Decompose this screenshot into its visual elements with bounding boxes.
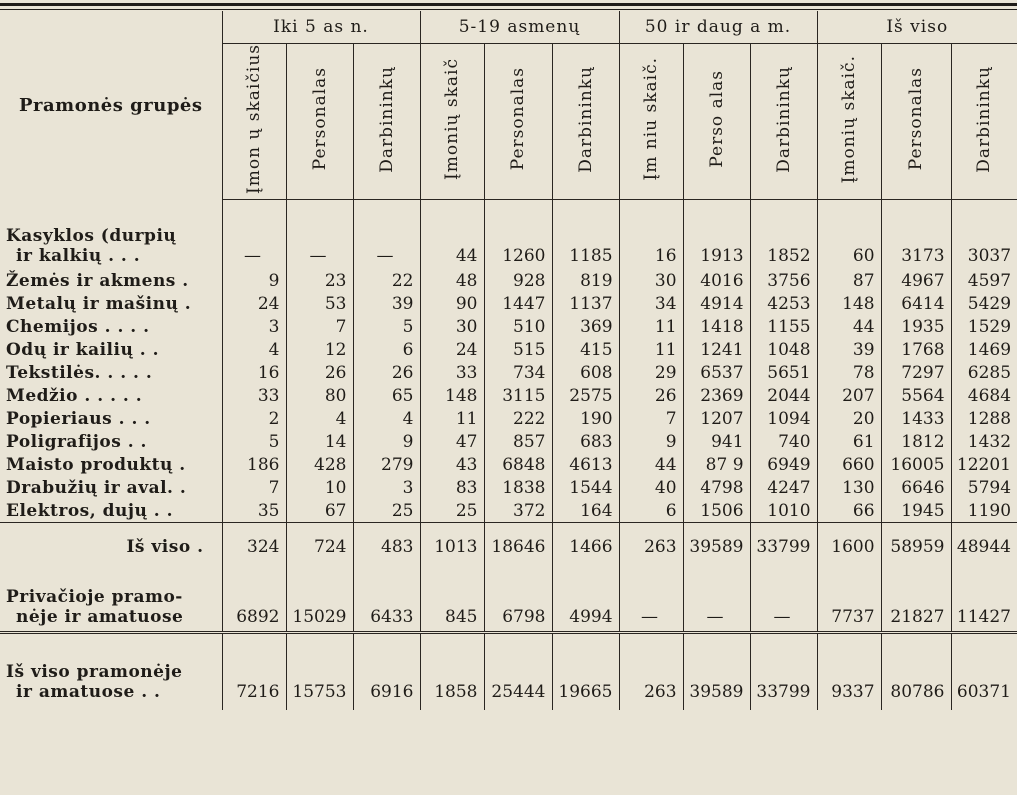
cell: 941 xyxy=(683,430,750,453)
cell: 16005 xyxy=(881,453,951,476)
cell: 11 xyxy=(619,338,683,361)
cell: — xyxy=(750,571,817,633)
table-row xyxy=(0,269,1017,292)
row-label: Metalų ir mašinų . xyxy=(6,293,192,314)
table-row xyxy=(0,361,1017,384)
cell: 87 9 xyxy=(683,453,750,476)
cell: 1838 xyxy=(484,476,552,499)
cell: 60 xyxy=(817,220,881,269)
total-row xyxy=(0,633,1017,711)
row-label: Iš viso . xyxy=(0,523,222,572)
cell: 15029 xyxy=(286,571,353,633)
row-label: Medžio . . . . . xyxy=(6,385,143,406)
cell: 26 xyxy=(353,361,420,384)
sum-row xyxy=(0,523,1017,572)
cell: 78 xyxy=(817,361,881,384)
cell: 415 xyxy=(552,338,619,361)
cell: 164 xyxy=(552,499,619,523)
cell: 148 xyxy=(817,292,881,315)
row-label: Popieriaus . . . xyxy=(6,408,151,429)
cell: 61 xyxy=(817,430,881,453)
cell: 1433 xyxy=(881,407,951,430)
row-label: Elektros, dujų . . xyxy=(6,500,173,521)
cell: 44 xyxy=(619,453,683,476)
cell: 279 xyxy=(353,453,420,476)
cell: 1260 xyxy=(484,220,552,269)
cell: 39 xyxy=(817,338,881,361)
cell: 33 xyxy=(420,361,484,384)
cell: 47 xyxy=(420,430,484,453)
cell: 1241 xyxy=(683,338,750,361)
cell: — xyxy=(619,571,683,633)
column-header: Personalas xyxy=(484,44,552,200)
cell: 14 xyxy=(286,430,353,453)
cell: 39589 xyxy=(683,633,750,711)
cell: 87 xyxy=(817,269,881,292)
cell: 148 xyxy=(420,384,484,407)
cell: 1190 xyxy=(951,499,1017,523)
cell: 1207 xyxy=(683,407,750,430)
column-header: Įm niu skaič. xyxy=(619,44,683,200)
cell: 5794 xyxy=(951,476,1017,499)
table-row xyxy=(0,476,1017,499)
cell: 40 xyxy=(619,476,683,499)
cell: 6646 xyxy=(881,476,951,499)
cell: 12 xyxy=(286,338,353,361)
cell: 9 xyxy=(222,269,286,292)
cell: 1466 xyxy=(552,523,619,572)
cell: 7 xyxy=(286,315,353,338)
cell: 263 xyxy=(619,633,683,711)
group-header: 50 ir daug a m. xyxy=(619,11,817,44)
cell: 24 xyxy=(420,338,484,361)
private-row xyxy=(0,571,1017,633)
cell: 4 xyxy=(222,338,286,361)
cell: — xyxy=(683,571,750,633)
cell: 7216 xyxy=(222,633,286,711)
column-header: Įmonių skaič xyxy=(420,44,484,200)
cell: 3756 xyxy=(750,269,817,292)
cell: — xyxy=(222,220,286,269)
cell: 2369 xyxy=(683,384,750,407)
cell: 5564 xyxy=(881,384,951,407)
cell: 483 xyxy=(353,523,420,572)
cell: 4 xyxy=(353,407,420,430)
column-header: Darbininkų xyxy=(951,44,1017,200)
cell: 15753 xyxy=(286,633,353,711)
group-header: 5-19 asmenų xyxy=(420,11,619,44)
table-row xyxy=(0,384,1017,407)
table-row xyxy=(0,220,1017,269)
cell: 43 xyxy=(420,453,484,476)
cell: 4684 xyxy=(951,384,1017,407)
table-row xyxy=(0,315,1017,338)
cell: 222 xyxy=(484,407,552,430)
cell: 428 xyxy=(286,453,353,476)
cell: 16 xyxy=(619,220,683,269)
cell: 7 xyxy=(222,476,286,499)
cell: 510 xyxy=(484,315,552,338)
cell: 207 xyxy=(817,384,881,407)
row-label: Maisto produktų . xyxy=(6,454,186,475)
cell: 515 xyxy=(484,338,552,361)
cell: 33 xyxy=(222,384,286,407)
group-header: Iš viso xyxy=(817,11,1017,44)
cell: 4994 xyxy=(552,571,619,633)
cell: 10 xyxy=(286,476,353,499)
column-header: Perso alas xyxy=(683,44,750,200)
cell: 819 xyxy=(552,269,619,292)
cell: 6949 xyxy=(750,453,817,476)
cell: 44 xyxy=(817,315,881,338)
cell: 928 xyxy=(484,269,552,292)
cell: 4613 xyxy=(552,453,619,476)
cell: 190 xyxy=(552,407,619,430)
cell: 1544 xyxy=(552,476,619,499)
cell: 5429 xyxy=(951,292,1017,315)
cell: 4 xyxy=(286,407,353,430)
cell: 857 xyxy=(484,430,552,453)
cell: 24 xyxy=(222,292,286,315)
row-label: Privačioje pramo- nėje ir amatuose xyxy=(6,587,184,628)
cell: 80786 xyxy=(881,633,951,711)
cell: 25 xyxy=(353,499,420,523)
cell: 23 xyxy=(286,269,353,292)
column-header: Darbininkų xyxy=(353,44,420,200)
cell: 6916 xyxy=(353,633,420,711)
row-header-label: Pramonės grupės xyxy=(18,94,203,116)
cell: 48944 xyxy=(951,523,1017,572)
cell: 1768 xyxy=(881,338,951,361)
cell: 1858 xyxy=(420,633,484,711)
cell: 20 xyxy=(817,407,881,430)
cell: 4247 xyxy=(750,476,817,499)
cell: 324 xyxy=(222,523,286,572)
cell: 26 xyxy=(619,384,683,407)
table-row xyxy=(0,453,1017,476)
cell: 3 xyxy=(222,315,286,338)
cell: 6 xyxy=(619,499,683,523)
row-label: Iš viso pramonėje ir amatuose . . xyxy=(0,633,222,711)
cell: 3 xyxy=(353,476,420,499)
cell: 6848 xyxy=(484,453,552,476)
cell: 1600 xyxy=(817,523,881,572)
cell: 9 xyxy=(353,430,420,453)
cell: 53 xyxy=(286,292,353,315)
cell: 67 xyxy=(286,499,353,523)
cell: 1506 xyxy=(683,499,750,523)
cell: 26 xyxy=(286,361,353,384)
cell: 4914 xyxy=(683,292,750,315)
cell: 6892 xyxy=(222,571,286,633)
row-label: Drabužių ir aval. . xyxy=(6,477,187,498)
cell: 19665 xyxy=(552,633,619,711)
cell: 6537 xyxy=(683,361,750,384)
cell: 60371 xyxy=(951,633,1017,711)
cell: 16 xyxy=(222,361,286,384)
cell: 6 xyxy=(353,338,420,361)
cell: 845 xyxy=(420,571,484,633)
column-header: Įmonių skaič. xyxy=(817,44,881,200)
cell: 1155 xyxy=(750,315,817,338)
cell: 4798 xyxy=(683,476,750,499)
row-label: Chemijos . . . . xyxy=(6,316,150,337)
cell: 4597 xyxy=(951,269,1017,292)
cell: 1469 xyxy=(951,338,1017,361)
cell: 1137 xyxy=(552,292,619,315)
cell: 1913 xyxy=(683,220,750,269)
cell: 6285 xyxy=(951,361,1017,384)
column-header: Darbininkų xyxy=(750,44,817,200)
row-label: Odų ir kailių . . xyxy=(6,339,160,360)
cell: 5 xyxy=(222,430,286,453)
cell: 1048 xyxy=(750,338,817,361)
cell: 66 xyxy=(817,499,881,523)
table-body xyxy=(0,200,1017,711)
cell: 34 xyxy=(619,292,683,315)
table-row xyxy=(0,407,1017,430)
row-label: Kasyklos (durpių ir kalkių . . . xyxy=(6,226,177,267)
cell: 11 xyxy=(420,407,484,430)
cell: 6433 xyxy=(353,571,420,633)
table-row xyxy=(0,499,1017,523)
cell: 1094 xyxy=(750,407,817,430)
cell: 80 xyxy=(286,384,353,407)
cell: 12201 xyxy=(951,453,1017,476)
cell: 1010 xyxy=(750,499,817,523)
cell: 1812 xyxy=(881,430,951,453)
cell: 1945 xyxy=(881,499,951,523)
cell: 660 xyxy=(817,453,881,476)
cell: 3115 xyxy=(484,384,552,407)
column-header: Įmon ų skaičius xyxy=(222,44,286,200)
cell: 4967 xyxy=(881,269,951,292)
table-header xyxy=(0,11,1017,200)
cell: 6798 xyxy=(484,571,552,633)
cell: 7 xyxy=(619,407,683,430)
table-row xyxy=(0,430,1017,453)
cell: 5 xyxy=(353,315,420,338)
cell: 7297 xyxy=(881,361,951,384)
cell: 29 xyxy=(619,361,683,384)
cell: 90 xyxy=(420,292,484,315)
cell: 740 xyxy=(750,430,817,453)
cell: 1447 xyxy=(484,292,552,315)
cell: 4253 xyxy=(750,292,817,315)
row-label: Žemės ir akmens . xyxy=(6,270,189,291)
cell: 48 xyxy=(420,269,484,292)
cell: 4016 xyxy=(683,269,750,292)
cell: 372 xyxy=(484,499,552,523)
cell: 11 xyxy=(619,315,683,338)
statistics-table xyxy=(0,11,1017,710)
cell: 1185 xyxy=(552,220,619,269)
cell: 6414 xyxy=(881,292,951,315)
cell: 25444 xyxy=(484,633,552,711)
column-header: Personalas xyxy=(881,44,951,200)
row-label: Tekstilės. . . . . xyxy=(6,362,153,383)
cell: 11427 xyxy=(951,571,1017,633)
cell: 1935 xyxy=(881,315,951,338)
cell: 9 xyxy=(619,430,683,453)
cell: 18646 xyxy=(484,523,552,572)
cell: 30 xyxy=(619,269,683,292)
cell: — xyxy=(286,220,353,269)
cell: 7737 xyxy=(817,571,881,633)
cell: 39589 xyxy=(683,523,750,572)
cell: 2044 xyxy=(750,384,817,407)
cell: 130 xyxy=(817,476,881,499)
cell: 3037 xyxy=(951,220,1017,269)
cell: 1529 xyxy=(951,315,1017,338)
cell: 2575 xyxy=(552,384,619,407)
cell: 2 xyxy=(222,407,286,430)
cell: 58959 xyxy=(881,523,951,572)
cell: 9337 xyxy=(817,633,881,711)
cell: 1852 xyxy=(750,220,817,269)
table-row xyxy=(0,338,1017,361)
cell: 186 xyxy=(222,453,286,476)
column-header: Personalas xyxy=(286,44,353,200)
cell: 683 xyxy=(552,430,619,453)
cell: 30 xyxy=(420,315,484,338)
cell: 44 xyxy=(420,220,484,269)
column-header: Darbininkų xyxy=(552,44,619,200)
cell: 3173 xyxy=(881,220,951,269)
cell: 25 xyxy=(420,499,484,523)
cell: 22 xyxy=(353,269,420,292)
top-rule-thin xyxy=(0,9,1017,10)
cell: 263 xyxy=(619,523,683,572)
cell: 39 xyxy=(353,292,420,315)
cell: 33799 xyxy=(750,633,817,711)
cell: 5651 xyxy=(750,361,817,384)
cell: 1418 xyxy=(683,315,750,338)
cell: — xyxy=(353,220,420,269)
cell: 734 xyxy=(484,361,552,384)
group-header: Iki 5 as n. xyxy=(222,11,420,44)
cell: 1288 xyxy=(951,407,1017,430)
table-row xyxy=(0,292,1017,315)
cell: 608 xyxy=(552,361,619,384)
cell: 724 xyxy=(286,523,353,572)
cell: 1432 xyxy=(951,430,1017,453)
cell: 83 xyxy=(420,476,484,499)
cell: 1013 xyxy=(420,523,484,572)
cell: 21827 xyxy=(881,571,951,633)
top-rule xyxy=(0,3,1017,6)
cell: 35 xyxy=(222,499,286,523)
cell: 33799 xyxy=(750,523,817,572)
cell: 65 xyxy=(353,384,420,407)
row-label: Poligrafijos . . xyxy=(6,431,147,452)
cell: 369 xyxy=(552,315,619,338)
